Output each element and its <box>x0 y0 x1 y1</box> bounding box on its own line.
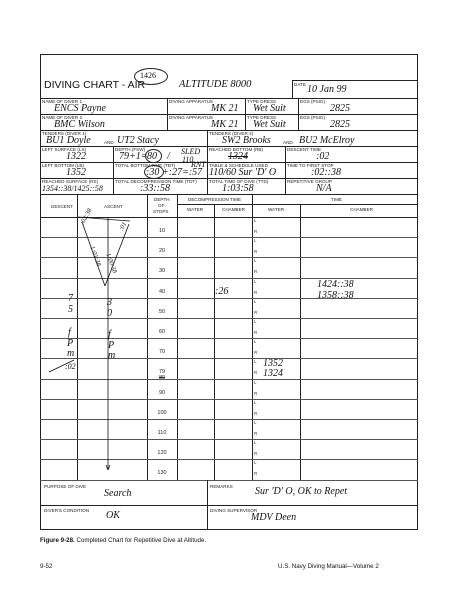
sled-label: SLED <box>181 147 201 156</box>
time-r-mark: R <box>254 370 258 376</box>
time-l-mark: L <box>254 339 257 345</box>
depth-stop-130: 130 <box>157 470 167 477</box>
rb-label: REACHED BOTTOM (RB) <box>209 147 264 152</box>
time-l-mark: L <box>254 440 257 446</box>
descent-note-02: :02 <box>65 362 76 371</box>
diver2-label: NAME OF DIVER 2 <box>42 115 83 120</box>
tender1-b: UT2 Stacy <box>117 135 159 146</box>
depth-stop-60: 60 <box>158 329 166 335</box>
time-r-mark: R <box>254 471 258 477</box>
dress1-label: TYPE DRESS <box>247 99 277 104</box>
diver1-name: ENCS Payne <box>54 103 106 114</box>
ascent-note-d: 1:00:38 <box>104 252 119 275</box>
condition-label: DIVER'S CONDITION <box>44 508 90 513</box>
ascent-note-c: 1:01:38 <box>88 245 103 268</box>
dt-value: :02 <box>316 151 330 162</box>
tender2-and: AND <box>283 140 293 145</box>
time-r-mark: R <box>254 330 258 335</box>
time-r-mark: R <box>254 289 258 295</box>
rb-value: 1324 <box>228 151 248 162</box>
ascent-note-30: 3 0 <box>107 297 112 319</box>
dress2-value: Wet Suit <box>253 119 286 130</box>
time-l-mark: L <box>254 278 257 284</box>
descent-note-75: 7 5 <box>68 293 73 315</box>
depth-value: 79+1= <box>119 151 148 162</box>
time-l-mark: L <box>254 218 257 223</box>
condition-value: OK <box>106 510 120 521</box>
egs1-label: EGS (PSIG) <box>300 99 326 104</box>
figure-text: Completed Chart for Repetitive Dive at Altitude. <box>76 537 207 544</box>
ascent-note-b: :01 <box>117 220 129 232</box>
tender1-and: AND <box>104 140 114 145</box>
descent-header: DESCENT <box>51 204 73 209</box>
descent-note-pm: P m <box>67 338 75 359</box>
time-r-mark: R <box>254 410 258 416</box>
time-r-mark: R <box>254 309 258 315</box>
time-header: TIME <box>331 197 342 202</box>
supervisor-value: MDV Deen <box>251 512 297 523</box>
time-r-mark: R <box>254 269 258 275</box>
purpose-label: PURPOSE OF DIVE <box>44 484 87 489</box>
ascent-header: ASCENT <box>104 204 123 209</box>
ls-value: 1322 <box>66 151 86 162</box>
depth-stop-struck: 80 <box>158 375 166 382</box>
decomp-chamber-header: CHAMBER <box>222 207 245 212</box>
depth-stop-20: 20 <box>158 248 166 255</box>
ascent-note-a: :02:38 <box>78 207 94 226</box>
depth-slash: / <box>167 151 170 162</box>
depth-stop-79: 79 <box>158 369 166 376</box>
apparatus1-value: MK 21 <box>211 103 239 114</box>
time-chamber-header: CHAMBER <box>350 207 373 212</box>
depth-label: DEPTH (FSW) <box>115 147 146 152</box>
egs1-value: 2825 <box>330 103 350 114</box>
dress2-label: TYPE DRESS <box>247 115 277 120</box>
diver2-name: BMC Wilson <box>54 119 105 130</box>
ttd-value: 1:03:58 <box>222 183 254 194</box>
dress1-value: Wet Suit <box>253 103 286 114</box>
tender2-b: BU2 McElroy <box>299 135 355 146</box>
date-value: 10 Jan 99 <box>307 84 347 95</box>
descent-note-f: f <box>68 327 71 338</box>
tdt-value: :33::58 <box>140 183 170 194</box>
date-label: DATE <box>294 82 306 87</box>
depth-stop-70: 70 <box>158 349 166 356</box>
tfs-value: :02::38 <box>311 167 341 178</box>
decomp-header: DECOMPRESSION TIME <box>188 197 242 202</box>
manual-title: U.S. Navy Diving Manual—Volume 2 <box>278 563 379 570</box>
time-l-mark: L <box>254 298 257 304</box>
remarks-label: REMARKS <box>210 484 233 489</box>
remarks-value: Sur 'D' O, OK to Repet <box>255 486 348 497</box>
time-r-mark: R <box>254 431 258 436</box>
time-r-mark: R <box>254 249 258 255</box>
decomp-water-header: WATER <box>187 207 204 212</box>
ascent-note-pm: P m <box>108 340 116 361</box>
egs2-label: EGS (PSIG) <box>300 115 326 120</box>
apparatus2-label: DIVING APPARATUS <box>169 115 213 120</box>
tfs-label: TIME TO FIRST STOP <box>287 163 334 168</box>
chart-title: DIVING CHART - AIR <box>44 79 146 91</box>
depth-stop-50: 50 <box>158 308 166 315</box>
time-l-mark: L <box>254 359 257 365</box>
rg-label: REPETITIVE GROUP <box>287 179 332 184</box>
page-number: 9-52 <box>40 563 53 570</box>
time-r-mark: R <box>254 451 258 457</box>
tender2-a: SW2 Brooks <box>222 135 271 146</box>
apparatus1-label: DIVING APPARATUS <box>169 99 213 104</box>
lb-label: LEFT BOTTOM (LB) <box>42 163 84 168</box>
ttd-label: TOTAL TIME OF DIVE (TTD) <box>209 179 269 184</box>
depth-stop-40: 40 <box>158 288 166 295</box>
apparatus2-value: MK 21 <box>211 119 239 130</box>
time-water-70-a: 1352 <box>263 358 283 369</box>
rg-value: N/A <box>316 183 332 194</box>
rs-value: 1354::38/1425::58 <box>42 184 103 193</box>
supervisor-label: DIVING SUPERVISOR <box>210 508 258 513</box>
depth-circled: 80 <box>147 151 157 162</box>
time-r-mark: R <box>254 350 258 356</box>
tender2-label: TENDERS (DIVER 2) <box>209 131 254 136</box>
depth-header-3: STOPS <box>153 209 169 214</box>
depth-stop-30: 30 <box>158 268 166 275</box>
time-r-mark: R <box>254 229 258 234</box>
tdt-label: TOTAL DECOMPRESSION TIME (TDT) <box>115 179 197 184</box>
depth-header-2: OF <box>158 203 165 208</box>
time-l-mark: L <box>254 399 257 405</box>
figure-number: Figure 9-28. <box>40 537 75 544</box>
time-l-mark: L <box>254 238 257 244</box>
depth-stop-100: 100 <box>157 409 167 416</box>
time-l-mark: L <box>254 460 257 466</box>
depth-stop-120: 120 <box>157 450 167 457</box>
time-l-mark: L <box>254 379 257 385</box>
altitude: ALTITUDE 8000 <box>179 79 252 90</box>
tbt-value: +:27=:57 <box>162 167 203 178</box>
table-value: 110/60 Sur 'D' O <box>209 167 277 178</box>
depth-stop-90: 90 <box>158 389 166 396</box>
purpose-value: Search <box>104 488 132 499</box>
time-l-mark: L <box>254 258 257 264</box>
time-r-mark: R <box>254 390 258 396</box>
lb-value: 1352 <box>66 167 86 178</box>
ls-label: LEFT SURFACE (LS) <box>42 147 87 152</box>
sled-value: 110 <box>182 155 194 164</box>
time-chamber-40-a: 1424::38 <box>317 279 354 290</box>
rs-label: REACHED SURFACE (RS) <box>42 179 99 184</box>
time-l-mark: L <box>254 319 257 324</box>
rnt-label: RNT <box>191 160 206 169</box>
time-l-mark: L <box>254 420 257 425</box>
dt-label: DESCENT TIME <box>287 147 322 152</box>
depth-stop-10: 10 <box>158 228 166 234</box>
time-water-70-b: 1324 <box>263 368 283 379</box>
figure-caption <box>40 537 206 544</box>
time-chamber-40-b: 1358::38 <box>317 290 354 301</box>
tbt-circled: :30 <box>146 167 160 178</box>
tbt-label: TOTAL BOTTOM TIME (TBT) <box>115 163 176 168</box>
chart-number: 1426 <box>140 71 156 80</box>
time-water-header: WATER <box>268 207 285 212</box>
depth-header-1: DEPTH <box>154 197 170 202</box>
tender1-a: BU1 Doyle <box>46 135 91 146</box>
ascent-note-f: f <box>108 329 111 340</box>
egs2-value: 2825 <box>330 119 350 130</box>
tender1-label: TENDERS (DIVER 1) <box>42 131 87 136</box>
depth-stop-110: 110 <box>157 430 167 436</box>
diver1-label: NAME OF DIVER 1 <box>42 99 83 104</box>
decomp-chamber-40: :26 <box>215 286 229 297</box>
table-label: TABLE & SCHEDULE USED <box>209 163 268 168</box>
